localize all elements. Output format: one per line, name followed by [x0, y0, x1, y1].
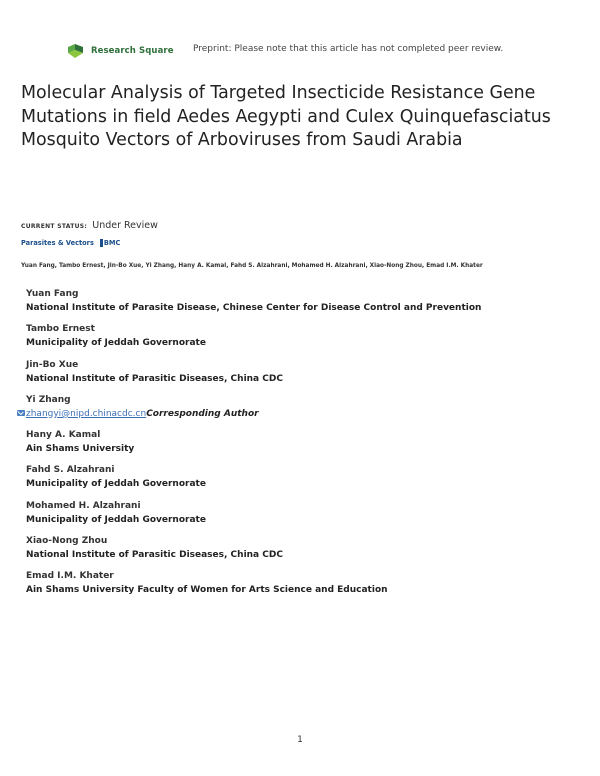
author-affiliation: National Institute of Parasite Disease, Chinese Center for Disease Control and Prevention	[26, 303, 482, 313]
bmc-logo	[100, 239, 120, 247]
mail-icon	[17, 410, 25, 416]
author-affiliation: Municipality of Jeddah Governorate	[26, 479, 206, 490]
author-contact	[26, 407, 586, 421]
status-value: Under Review	[92, 220, 158, 231]
logo-text: Research Square	[91, 46, 174, 56]
author-name: Tambo Ernest	[26, 324, 95, 335]
affiliation-item	[26, 359, 586, 394]
author-name: Mohamed H. Alzahrani	[26, 500, 141, 511]
author-name: Yuan Fang	[26, 289, 79, 299]
author-name: Jin-Bo Xue	[26, 359, 79, 370]
affiliation-item	[26, 394, 586, 429]
author-name: Emad I.M. Khater	[26, 571, 114, 582]
page-number: 1	[297, 735, 303, 745]
preprint-notice: Preprint: Please note that this article has not completed peer review.	[193, 44, 504, 54]
author-name: Fahd S. Alzahrani	[26, 465, 115, 476]
affiliation-item	[26, 323, 586, 358]
author-name: Hany A. Kamal	[26, 430, 101, 441]
status-label: CURRENT STATUS:	[21, 223, 88, 230]
author-name: Yi Zhang	[26, 394, 71, 405]
affiliation-item	[26, 535, 586, 570]
author-email-link[interactable]: zhangyi@nipd.chinacdc.cn	[26, 408, 147, 419]
author-affiliation: Ain Shams University	[26, 444, 135, 455]
affiliation-item	[26, 570, 586, 605]
author-name: Xiao-Nong Zhou	[26, 536, 108, 547]
current-status	[21, 213, 158, 232]
author-affiliation: Municipality of Jeddah Governorate	[26, 338, 206, 349]
affiliation-item	[26, 429, 586, 464]
author-affiliation: Municipality of Jeddah Governorate	[26, 514, 206, 525]
journal-badge[interactable]	[21, 239, 120, 247]
bmc-text: BMC	[103, 239, 121, 247]
paper-title: Molecular Analysis of Targeted Insecticide Resistance Gene Mutations in field Aedes Aegypti and Culex Quinquefasciatus Mosquito Vectors of Arboviruses from Saudi Arabia	[21, 83, 551, 150]
corresponding-author-label: Corresponding Author	[146, 408, 259, 419]
affiliation-item	[26, 464, 586, 499]
research-square-logo[interactable]	[66, 42, 174, 60]
affiliation-item	[26, 500, 586, 535]
author-affiliation: National Institute of Parasitic Diseases, China CDC	[26, 550, 283, 561]
bmc-mark-icon	[100, 239, 103, 247]
journal-name: Parasites & Vectors	[21, 239, 94, 247]
research-square-logo-icon	[66, 43, 86, 59]
author-affiliation: Ain Shams University Faculty of Women for Arts Science and Education	[26, 585, 388, 596]
author-affiliation: National Institute of Parasitic Diseases, China CDC	[26, 373, 283, 384]
authors-line: Yuan Fang, Tambo Ernest, Jin-Bo Xue, Yi Zhang, Hany A. Kamal, Fahd S. Alzahrani, Mohamed H. Alzahrani, Xiao-Nong Zhou, Emad I.M. Khater	[21, 263, 483, 269]
affiliation-list	[26, 288, 586, 606]
affiliation-item	[26, 288, 586, 323]
